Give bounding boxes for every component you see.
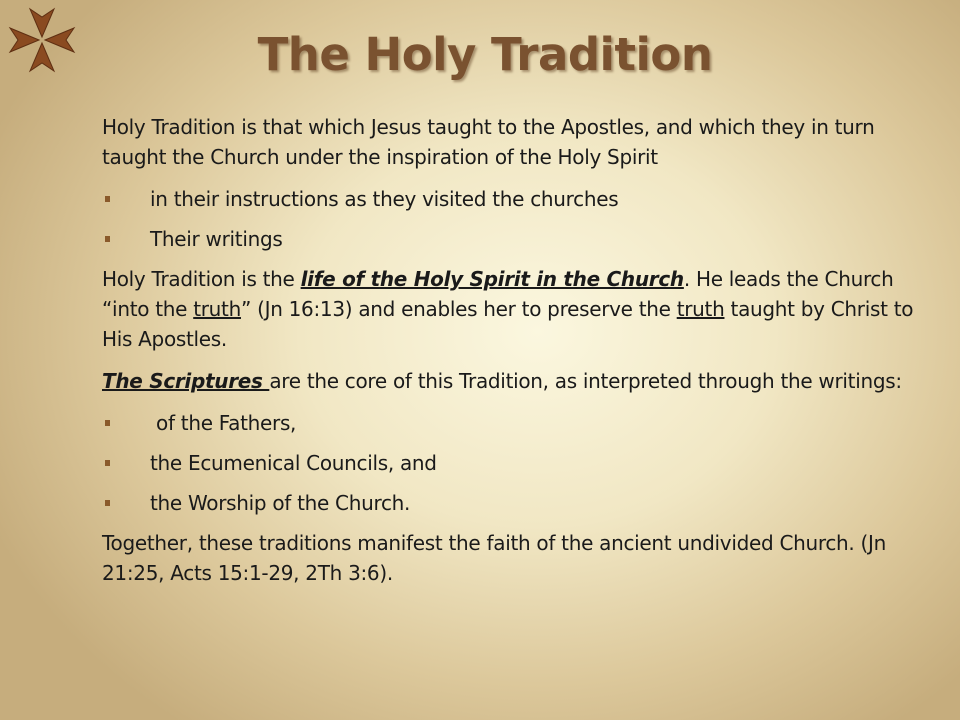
paragraph-definition: Holy Tradition is that which Jesus taught to the Apostles, and which they in turn taught the Church under the inspiration of the Holy Spirit bbox=[102, 115, 875, 169]
bullet-square-icon bbox=[105, 236, 110, 242]
slide-title: The Holy Tradition bbox=[257, 28, 713, 81]
bullet-square-icon bbox=[105, 500, 110, 506]
bullet-item bbox=[102, 224, 922, 254]
text-span: . He leads the Church “into the bbox=[102, 267, 894, 321]
bullet-item bbox=[102, 448, 922, 478]
underlined-text: truth bbox=[676, 297, 725, 321]
bullet-text: in their instructions as they visited the churches bbox=[150, 187, 619, 211]
underlined-text: truth bbox=[193, 297, 241, 321]
bullet-text: the Worship of the Church. bbox=[150, 491, 411, 515]
slide-body bbox=[102, 112, 922, 596]
bullet-text: of the Fathers, bbox=[150, 411, 297, 435]
paragraph-conclusion: Together, these traditions manifest the faith of the ancient undivided Church. (Jn 21:25, Acts 15:1-29, 2Th 3:6). bbox=[102, 531, 887, 585]
bullet-item bbox=[102, 488, 922, 518]
text-span: ” (Jn 16:13) and enables her to preserve the bbox=[240, 297, 677, 321]
emphasis-text: The Scriptures bbox=[102, 369, 270, 393]
bullet-text: Their writings bbox=[150, 227, 283, 251]
bullet-text: the Ecumenical Councils, and bbox=[150, 451, 437, 475]
paragraph-scriptures bbox=[102, 366, 922, 396]
paragraph-life-of-spirit bbox=[102, 264, 922, 354]
text-span: Holy Tradition is the bbox=[102, 267, 301, 291]
bullet-item bbox=[102, 184, 922, 214]
bullet-square-icon bbox=[105, 196, 110, 202]
emphasis-text: life of the Holy Spirit in the Church bbox=[300, 267, 684, 291]
bullet-item bbox=[102, 408, 922, 438]
bullet-square-icon bbox=[105, 460, 110, 466]
text-span: taught by Christ to His Apostles. bbox=[102, 297, 914, 351]
bullet-square-icon bbox=[105, 420, 110, 426]
text-span: are the core of this Tradition, as interpreted through the writings: bbox=[269, 369, 902, 393]
